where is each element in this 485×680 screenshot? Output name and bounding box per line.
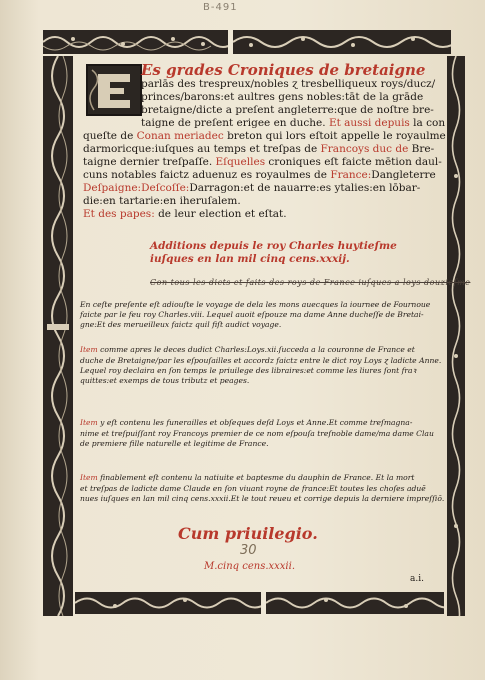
header-line-4 bbox=[141, 117, 445, 131]
red-phrase-france: France: bbox=[330, 169, 372, 181]
item-marker-2: Item bbox=[80, 345, 98, 354]
para-2-line-1: duche de Bretaigne/par les eſpouſailles et accordz faictz entre le dict roy Loys ɀ ladicte Anne. bbox=[80, 356, 442, 365]
para-3-lead bbox=[80, 418, 412, 428]
top-border-left bbox=[43, 30, 228, 54]
left-border bbox=[43, 56, 73, 616]
para-4-line-2: nues iuſques en lan mil cinq cens.xxxii.Et le tout reueu et corrige depuis la derniere impreſſiō. bbox=[80, 494, 445, 503]
line6-start: darmoricque:iuſques au temps et treſpas de bbox=[83, 143, 321, 155]
additions-title-1: Additions depuis le roy Charles huytieſme bbox=[150, 240, 397, 252]
intro-line-10: die:en tartarie:en iheruſalem. bbox=[83, 195, 241, 207]
item-marker-4: Item bbox=[80, 473, 98, 482]
intro-line-5 bbox=[83, 130, 446, 144]
para-2-lead bbox=[80, 345, 415, 355]
para-3-line-1: nime et treſpuiſſant roy Francoys premier de ce nom eſpouſa treſnoble dame/ma dame Clau bbox=[80, 429, 434, 438]
para-3-lead-text: y eſt contenu les funerailles et obſeques deſd Loys et Anne.Et comme treſmagna- bbox=[97, 418, 413, 427]
header-line-1: parlās des trespreux/nobles ɀ tresbelliqueux roys/ducz/ bbox=[141, 78, 436, 90]
additions-title-2: iuſques en lan mil cinq cens.xxxij. bbox=[150, 253, 350, 265]
para-2-line-3: quittes:et exemps de tous tributz et peages. bbox=[80, 376, 250, 385]
para-2-lead-text: comme apres le deces dudict Charles:Loys.xii.ſucceda a la couronne de France et bbox=[97, 345, 415, 354]
red-phrase-esquelles: Eſquelles bbox=[215, 156, 266, 168]
para-4-line-1: et treſpas de ladicte dame Claude en ſon viuant royne de france:Et toutes les choſes aduĕ bbox=[80, 484, 426, 493]
privilege-line: Cum priuilegio. bbox=[178, 524, 318, 543]
para-1-line-2: gne:Et des merueilleux faictz quil fiſt audict voyage. bbox=[80, 320, 282, 329]
bottom-border-left bbox=[75, 592, 261, 614]
header-line-2: princes/barons:et aultres gens nobles:tāt de la grāde bbox=[141, 91, 424, 103]
decorated-initial bbox=[86, 64, 142, 116]
header-line-3: bretaigne/dicte a preſent angleterre:que de noſtre bre- bbox=[141, 104, 434, 116]
line8-start: cuns notables faictz aduenuz es royaulmes de bbox=[83, 169, 331, 181]
struck-line: Con tous les dicts et faits des roys de France iuſques a loys douzieſme bbox=[150, 278, 471, 287]
para-2-line-2: Lequel roy declaira en ſon temps le priuilege des libraires:et comme les liures ſont fraꝛ bbox=[80, 366, 417, 375]
line7-end: croniques eſt faicte mētion daul- bbox=[265, 156, 442, 168]
red-phrase-despaigne: Deſpaigne:Deſcoſſe: bbox=[83, 182, 190, 194]
para-3-line-2: de premiere fille naturelle et legitime de France. bbox=[80, 439, 269, 448]
bottom-border-right bbox=[266, 592, 444, 614]
line9-end: Darragon:et de nauarre:es ytalies:en lōbar- bbox=[189, 182, 421, 194]
item-marker-3: Item bbox=[80, 418, 98, 427]
header-line-4-text: taigne de preſent erigee en duche. bbox=[141, 117, 326, 129]
red-phrase-papes: Et des papes: bbox=[83, 208, 155, 220]
main-title: Es grades Croniques de bretaigne bbox=[141, 61, 426, 79]
top-border-right bbox=[233, 30, 451, 54]
intro-line-8 bbox=[83, 169, 436, 183]
line7-start: taigne dernier treſpaſſe. bbox=[83, 156, 216, 168]
red-phrase-conan: Conan meriadec bbox=[136, 130, 224, 142]
para-4-lead-text: finablement eſt contenu la natiuite et baptesme du dauphin de France. Et la mort bbox=[97, 473, 415, 482]
line6-end: Bre- bbox=[408, 143, 435, 155]
line11-end: de leur election et eſtat. bbox=[154, 208, 287, 220]
intro-line-7 bbox=[83, 156, 442, 170]
line8-end: Dangleterre bbox=[371, 169, 436, 181]
shelfmark: B-491 bbox=[203, 2, 238, 13]
handwritten-number: 30 bbox=[240, 543, 257, 558]
red-phrase-francoys: Francoys duc de bbox=[320, 143, 409, 155]
red-phrase-aussi: Et aussi depuis bbox=[328, 117, 410, 129]
intro-line-6 bbox=[83, 143, 434, 157]
header-line-4-end: la con bbox=[409, 117, 446, 129]
intro-line-9 bbox=[83, 182, 420, 196]
intro-line-11 bbox=[83, 208, 287, 222]
right-border bbox=[447, 56, 465, 616]
para-4-lead bbox=[80, 473, 414, 483]
signature-mark: a.i. bbox=[410, 574, 424, 584]
para-1-line-1: faicte par le feu roy Charles.viii. Lequel auoit eſpouze ma dame Anne ducheſſe de Bretai- bbox=[80, 310, 424, 319]
para-1-lead: En ceſte preſente eſt adiouſte le voyage de dela les mons auecques la iournee de Fournoue bbox=[80, 300, 431, 309]
line5-start: queſte de bbox=[83, 130, 137, 142]
imprint-date: M.cinq cens.xxxii. bbox=[204, 561, 296, 572]
line5-end: breton qui lors eſtoit appelle le royaulme bbox=[223, 130, 446, 142]
